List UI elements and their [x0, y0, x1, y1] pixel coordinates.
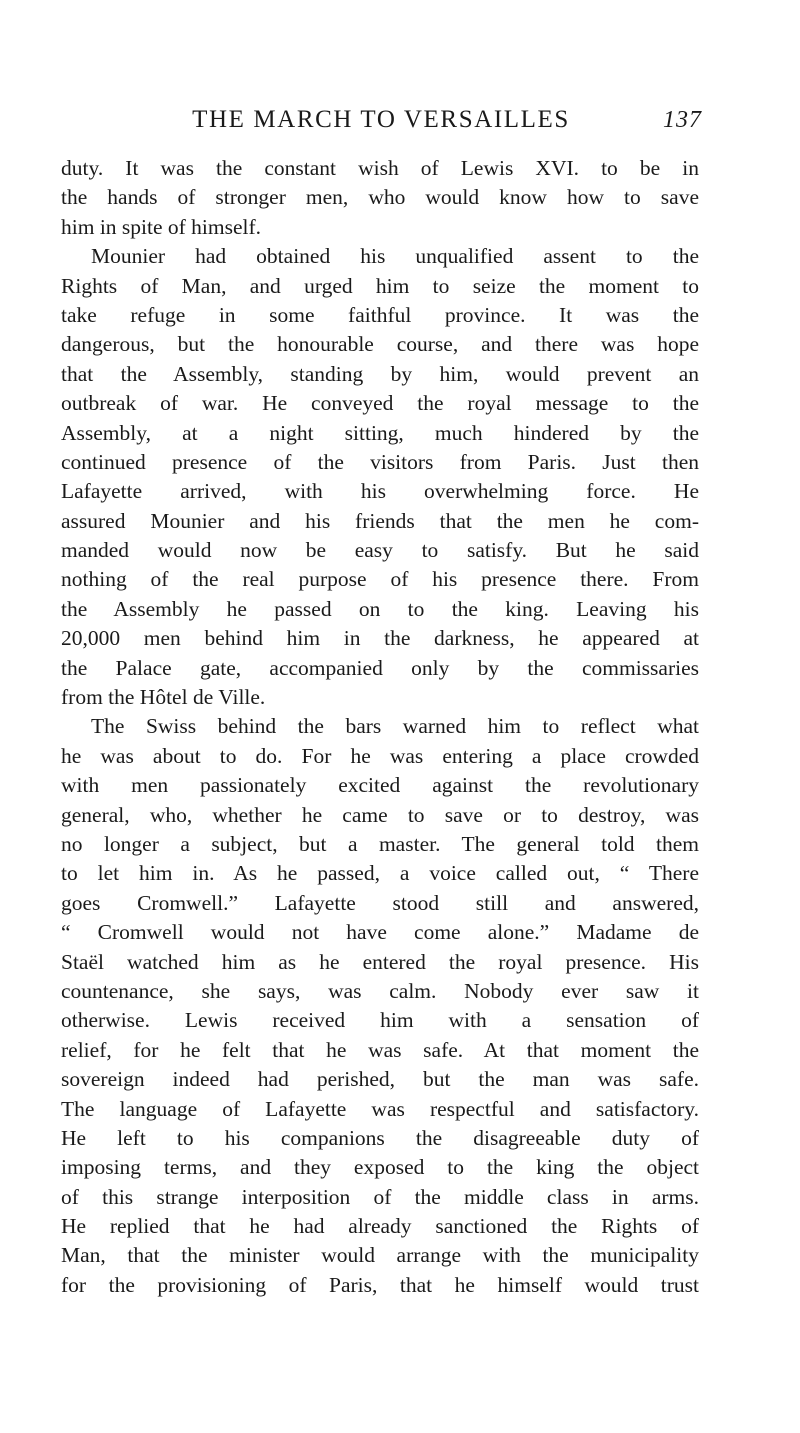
- text-line: no longer a subject, but a master. The general told them: [61, 831, 699, 856]
- text-line: with men passionately excited against the revolutionary: [61, 773, 699, 798]
- text-line: him in spite of himself.: [61, 214, 262, 239]
- text-line: goes Cromwell.” Lafayette stood still and answered,: [61, 890, 699, 915]
- text-line: Assembly, at a night sitting, much hindered by the: [61, 420, 699, 445]
- text-line: He replied that he had already sanctioned the Rights of: [61, 1214, 699, 1239]
- text-line: general, who, whether he came to save or to destroy, was: [61, 802, 699, 827]
- text-line: Staël watched him as he entered the royal presence. His: [61, 949, 699, 974]
- text-line: continued presence of the visitors from Paris. Just then: [61, 449, 699, 474]
- text-line: He left to his companions the disagreeable duty of: [61, 1125, 699, 1150]
- text-line: nothing of the real purpose of his presence there. From: [61, 567, 699, 592]
- text-line: manded would now be easy to satisfy. But he said: [61, 538, 699, 563]
- text-line: take refuge in some faithful province. It was the: [61, 302, 699, 327]
- text-line: relief, for he felt that he was safe. At that moment the: [61, 1037, 699, 1062]
- text-line: the hands of stronger men, who would know how to save: [61, 185, 699, 210]
- text-line: of this strange interposition of the middle class in arms.: [61, 1184, 699, 1209]
- text-line: Man, that the minister would arrange with the municipality: [61, 1243, 699, 1268]
- text-line: countenance, she says, was calm. Nobody ever saw it: [61, 978, 699, 1003]
- text-line: Rights of Man, and urged him to seize the moment to: [61, 273, 699, 298]
- text-line: he was about to do. For he was entering a place crowded: [61, 743, 699, 768]
- text-line: to let him in. As he passed, a voice called out, “ There: [61, 861, 699, 886]
- page-number: 137: [663, 107, 702, 133]
- text-line: 20,000 men behind him in the darkness, he appeared at: [61, 626, 699, 651]
- text-line: from the Hôtel de Ville.: [61, 685, 266, 710]
- text-line: for the provisioning of Paris, that he himself would trust: [61, 1272, 699, 1297]
- text-line: imposing terms, and they exposed to the king the object: [61, 1155, 699, 1180]
- text-line: Mounier had obtained his unqualified assent to the: [91, 244, 699, 269]
- text-line: the Assembly he passed on to the king. Leaving his: [61, 596, 699, 621]
- running-head: [60, 103, 702, 137]
- text-line: dangerous, but the honourable course, and there was hope: [61, 332, 699, 357]
- text-line: The Swiss behind the bars warned him to reflect what: [91, 714, 699, 739]
- text-line: duty. It was the constant wish of Lewis XVI. to be in: [61, 156, 699, 180]
- text-line: Lafayette arrived, with his overwhelming force. He: [61, 479, 699, 504]
- text-line: The language of Lafayette was respectful and satisfactory.: [61, 1096, 699, 1121]
- text-line: sovereign indeed had perished, but the man was safe.: [61, 1067, 699, 1092]
- body-text: [61, 154, 699, 1300]
- text-line: that the Assembly, standing by him, would prevent an: [61, 361, 699, 386]
- text-line: “ Cromwell would not have come alone.” Madame de: [61, 920, 699, 945]
- text-line: outbreak of war. He conveyed the royal message to the: [61, 391, 699, 416]
- text-line: assured Mounier and his friends that the men he com-: [61, 508, 699, 533]
- running-title: THE MARCH TO VERSAILLES: [192, 106, 570, 133]
- text-line: the Palace gate, accompanied only by the commissaries: [61, 655, 699, 680]
- text-line: otherwise. Lewis received him with a sensation of: [61, 1008, 699, 1033]
